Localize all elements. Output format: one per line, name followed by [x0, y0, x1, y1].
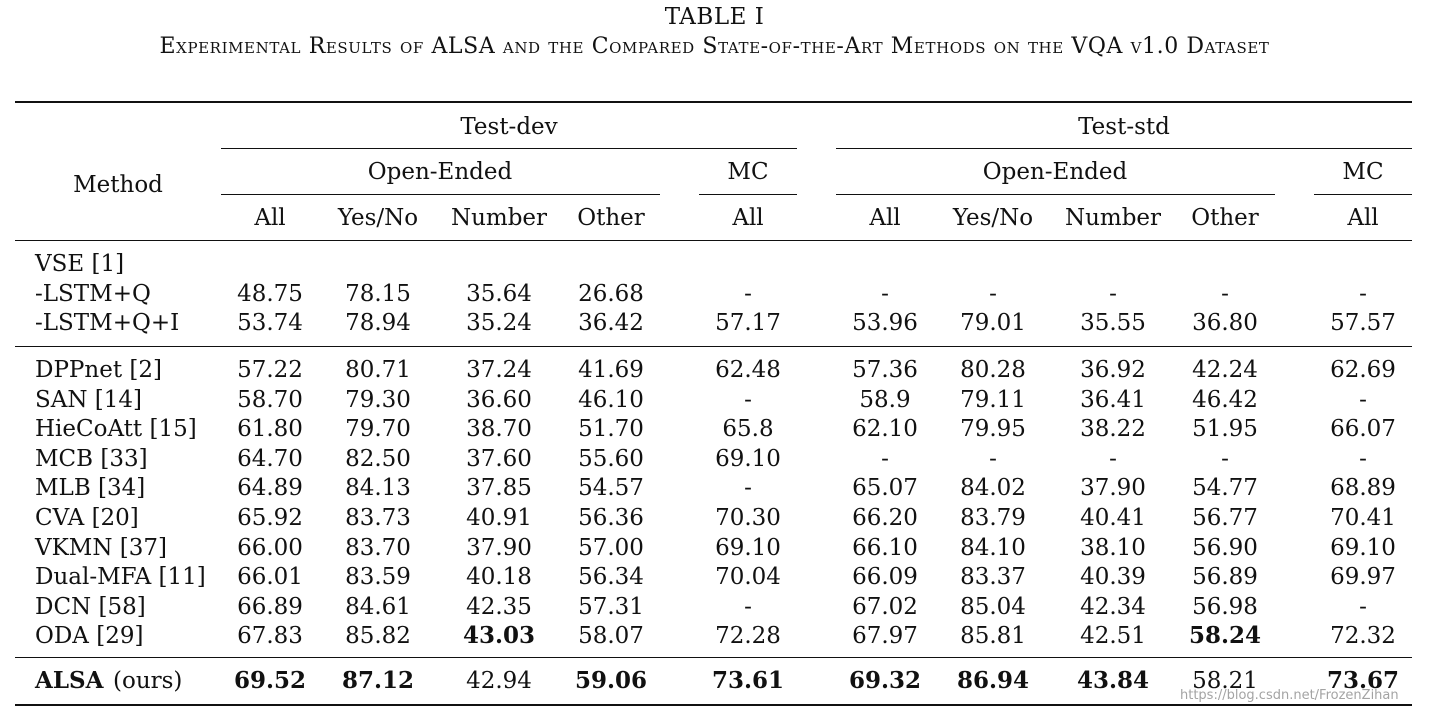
row-method: VSE [1]	[35, 251, 125, 277]
dev-open-ended-rule	[221, 194, 660, 195]
cell-std: -	[1359, 386, 1367, 413]
cell-dev: 57.31	[578, 593, 644, 620]
cell-dev: 79.70	[345, 416, 411, 443]
cell-std: 84.02	[960, 475, 1026, 502]
cell-std: 66.07	[1330, 416, 1396, 443]
cell-std: 36.41	[1080, 386, 1146, 413]
header-col-std: Yes/No	[952, 205, 1034, 231]
cell-dev: -	[744, 280, 752, 307]
cell-std: 66.10	[852, 534, 918, 561]
cell-dev: 67.83	[237, 623, 303, 650]
cell-std: 66.09	[852, 564, 918, 591]
header-col-std: All	[1347, 205, 1379, 231]
cell-std: 79.95	[960, 416, 1026, 443]
header-col-std: Other	[1191, 205, 1259, 231]
row-method: DPPnet [2]	[35, 357, 162, 383]
ours-cell-std: 86.94	[956, 667, 1030, 694]
cell-std: 54.77	[1192, 475, 1258, 502]
row-method: Dual-MFA [11]	[35, 564, 206, 591]
cell-std: 85.04	[960, 593, 1026, 620]
header-col-dev: Yes/No	[337, 205, 419, 231]
cell-dev: 66.00	[237, 534, 303, 561]
ours-method-suffix: (ours)	[113, 668, 183, 694]
std-mc-rule	[1314, 194, 1412, 195]
cell-dev: 65.92	[237, 505, 303, 531]
bottom-rule	[15, 704, 1412, 706]
top-rule	[15, 101, 1412, 103]
ours-cell-std: 43.84	[1076, 667, 1150, 694]
test-dev-rule	[221, 148, 797, 149]
std-open-ended-rule	[836, 194, 1275, 195]
cell-std: -	[881, 445, 889, 472]
cell-std: 38.10	[1080, 534, 1146, 561]
cell-dev: 78.15	[345, 280, 411, 307]
cell-dev: 35.64	[466, 280, 532, 307]
cell-std: -	[989, 280, 997, 307]
cell-std: 72.32	[1330, 623, 1396, 650]
ours-method: ALSA	[35, 667, 104, 694]
cell-dev: 57.22	[237, 357, 303, 383]
cell-dev: 37.90	[466, 534, 532, 561]
cell-std: 56.77	[1192, 505, 1258, 531]
header-test-std: Test-std	[1078, 114, 1170, 140]
cell-std: 66.20	[852, 505, 918, 531]
cell-std: -	[989, 445, 997, 472]
cell-std: 56.90	[1192, 534, 1258, 561]
cell-dev: 56.36	[578, 505, 644, 531]
cell-std: 83.37	[960, 564, 1026, 591]
cell-dev: -	[744, 475, 752, 502]
cell-std: 70.41	[1330, 505, 1396, 531]
cell-dev: 85.82	[345, 623, 411, 650]
row-method: -LSTM+Q	[35, 280, 151, 307]
cell-dev: 84.13	[345, 475, 411, 502]
cell-dev: 66.01	[237, 564, 303, 591]
ours-cell-dev: 69.52	[233, 667, 307, 694]
cell-std: 38.22	[1080, 416, 1146, 443]
header-method: Method	[73, 172, 163, 198]
cell-dev: 66.89	[237, 593, 303, 620]
cell-dev: 41.69	[578, 357, 644, 383]
cell-std: 58.24	[1188, 622, 1262, 650]
header-col-dev: All	[732, 205, 764, 231]
cell-std: 51.95	[1192, 416, 1258, 443]
cell-dev: 26.68	[578, 280, 644, 307]
cell-std: 56.98	[1192, 593, 1258, 620]
cell-dev: 35.24	[466, 310, 532, 337]
cell-dev: 37.60	[466, 445, 532, 472]
cell-dev: 83.59	[345, 564, 411, 591]
cell-std: 40.41	[1080, 505, 1146, 531]
cell-dev: 84.61	[345, 593, 411, 620]
header-mc-dev: MC	[727, 159, 769, 185]
cell-dev: -	[744, 593, 752, 620]
group-rule	[15, 346, 1412, 347]
cell-std: 67.02	[852, 593, 918, 620]
header-open-ended-dev: Open-Ended	[367, 159, 513, 185]
cell-std: -	[1359, 445, 1367, 472]
cell-std: -	[881, 280, 889, 307]
cell-std: 67.97	[852, 623, 918, 650]
cell-dev: 37.24	[466, 357, 532, 383]
row-method: MCB [33]	[35, 445, 148, 472]
ours-cell-dev: 73.61	[711, 667, 785, 694]
cell-std: 42.24	[1192, 357, 1258, 383]
cell-dev: 53.74	[237, 310, 303, 337]
cell-std: 40.39	[1080, 564, 1146, 591]
cell-dev: 58.70	[237, 386, 303, 413]
cell-dev: 40.91	[466, 505, 532, 531]
cell-dev: 83.73	[345, 505, 411, 531]
header-rule	[15, 240, 1412, 241]
cell-std: 57.36	[852, 357, 918, 383]
cell-dev: 70.30	[715, 505, 781, 531]
cell-std: 84.10	[960, 534, 1026, 561]
cell-dev: 57.00	[578, 534, 644, 561]
cell-dev: 38.70	[466, 416, 532, 443]
cell-std: 85.81	[960, 623, 1026, 650]
ours-cell-dev: 42.94	[466, 668, 532, 694]
header-col-dev: Other	[577, 205, 645, 231]
cell-dev: 65.8	[722, 416, 774, 443]
cell-dev: 80.71	[345, 357, 411, 383]
cell-std: 46.42	[1192, 386, 1258, 413]
ours-rule	[15, 657, 1412, 658]
cell-std: 79.11	[960, 386, 1026, 413]
cell-dev: 48.75	[237, 280, 303, 307]
cell-std: 53.96	[852, 310, 918, 337]
cell-dev: 72.28	[715, 623, 781, 650]
cell-std: 68.89	[1330, 475, 1396, 502]
cell-std: 57.57	[1330, 310, 1396, 337]
cell-dev: 82.50	[345, 445, 411, 472]
cell-dev: 40.18	[466, 564, 532, 591]
cell-std: 36.92	[1080, 357, 1146, 383]
cell-std: 79.01	[960, 310, 1026, 337]
header-col-std: Number	[1064, 205, 1162, 231]
cell-std: 69.10	[1330, 534, 1396, 561]
cell-std: -	[1109, 445, 1117, 472]
dev-mc-rule	[699, 194, 797, 195]
ours-cell-std: 58.21	[1192, 668, 1258, 694]
header-test-dev: Test-dev	[460, 114, 558, 140]
cell-std: -	[1359, 280, 1367, 307]
header-col-dev: Number	[450, 205, 548, 231]
header-open-ended-std: Open-Ended	[982, 159, 1128, 185]
cell-dev: -	[744, 386, 752, 413]
cell-std: 69.97	[1330, 564, 1396, 591]
cell-dev: 43.03	[462, 622, 536, 650]
cell-dev: 64.70	[237, 445, 303, 472]
cell-dev: 36.42	[578, 310, 644, 337]
ours-cell-dev: 87.12	[341, 667, 415, 694]
row-method: -LSTM+Q+I	[35, 310, 180, 337]
cell-std: 56.89	[1192, 564, 1258, 591]
row-method: HieCoAtt [15]	[35, 416, 197, 443]
cell-std: 62.10	[852, 416, 918, 443]
ours-cell-dev: 59.06	[574, 667, 648, 694]
cell-std: 62.69	[1330, 357, 1396, 383]
cell-std: 36.80	[1192, 310, 1258, 337]
row-method: SAN [14]	[35, 386, 143, 413]
cell-dev: 79.30	[345, 386, 411, 413]
ours-cell-std: 73.67	[1326, 667, 1400, 694]
cell-dev: 69.10	[715, 445, 781, 472]
cell-dev: 54.57	[578, 475, 644, 502]
cell-dev: 62.48	[715, 357, 781, 383]
ours-cell-std: 69.32	[848, 667, 922, 694]
cell-std: 80.28	[960, 357, 1026, 383]
cell-std: -	[1221, 445, 1229, 472]
cell-std: 65.07	[852, 475, 918, 502]
cell-dev: 57.17	[715, 310, 781, 337]
cell-dev: 64.89	[237, 475, 303, 502]
row-method: VKMN [37]	[35, 534, 167, 561]
table-label: TABLE I	[664, 4, 765, 30]
cell-dev: 58.07	[578, 623, 644, 650]
cell-std: 42.51	[1080, 623, 1146, 650]
header-mc-std: MC	[1342, 159, 1384, 185]
cell-dev: 42.35	[466, 593, 532, 620]
cell-dev: 70.04	[715, 564, 781, 591]
cell-dev: 51.70	[578, 416, 644, 443]
row-method: MLB [34]	[35, 475, 146, 502]
cell-std: -	[1109, 280, 1117, 307]
row-method: CVA [20]	[35, 505, 139, 531]
header-col-std: All	[869, 205, 901, 231]
cell-std: 42.34	[1080, 593, 1146, 620]
cell-dev: 78.94	[345, 310, 411, 337]
cell-dev: 55.60	[578, 445, 644, 472]
header-col-dev: All	[254, 205, 286, 231]
cell-std: 83.79	[960, 505, 1026, 531]
cell-dev: 69.10	[715, 534, 781, 561]
row-method: DCN [58]	[35, 593, 146, 620]
cell-std: 35.55	[1080, 310, 1146, 337]
cell-std: -	[1221, 280, 1229, 307]
watermark: https://blog.csdn.net/FrozenZihan	[1180, 688, 1399, 703]
table-title: Experimental Results of ALSA and the Compared State-of-the-Art Methods on the VQA v1.0 Dataset	[159, 34, 1270, 59]
cell-dev: 61.80	[237, 416, 303, 443]
cell-dev: 56.34	[578, 564, 644, 591]
test-std-rule	[836, 148, 1412, 149]
cell-std: 37.90	[1080, 475, 1146, 502]
cell-dev: 37.85	[466, 475, 532, 502]
cell-std: -	[1359, 593, 1367, 620]
cell-dev: 36.60	[466, 386, 532, 413]
row-method: ODA [29]	[35, 623, 144, 650]
cell-dev: 46.10	[578, 386, 644, 413]
cell-dev: 83.70	[345, 534, 411, 561]
cell-std: 58.9	[859, 386, 911, 413]
